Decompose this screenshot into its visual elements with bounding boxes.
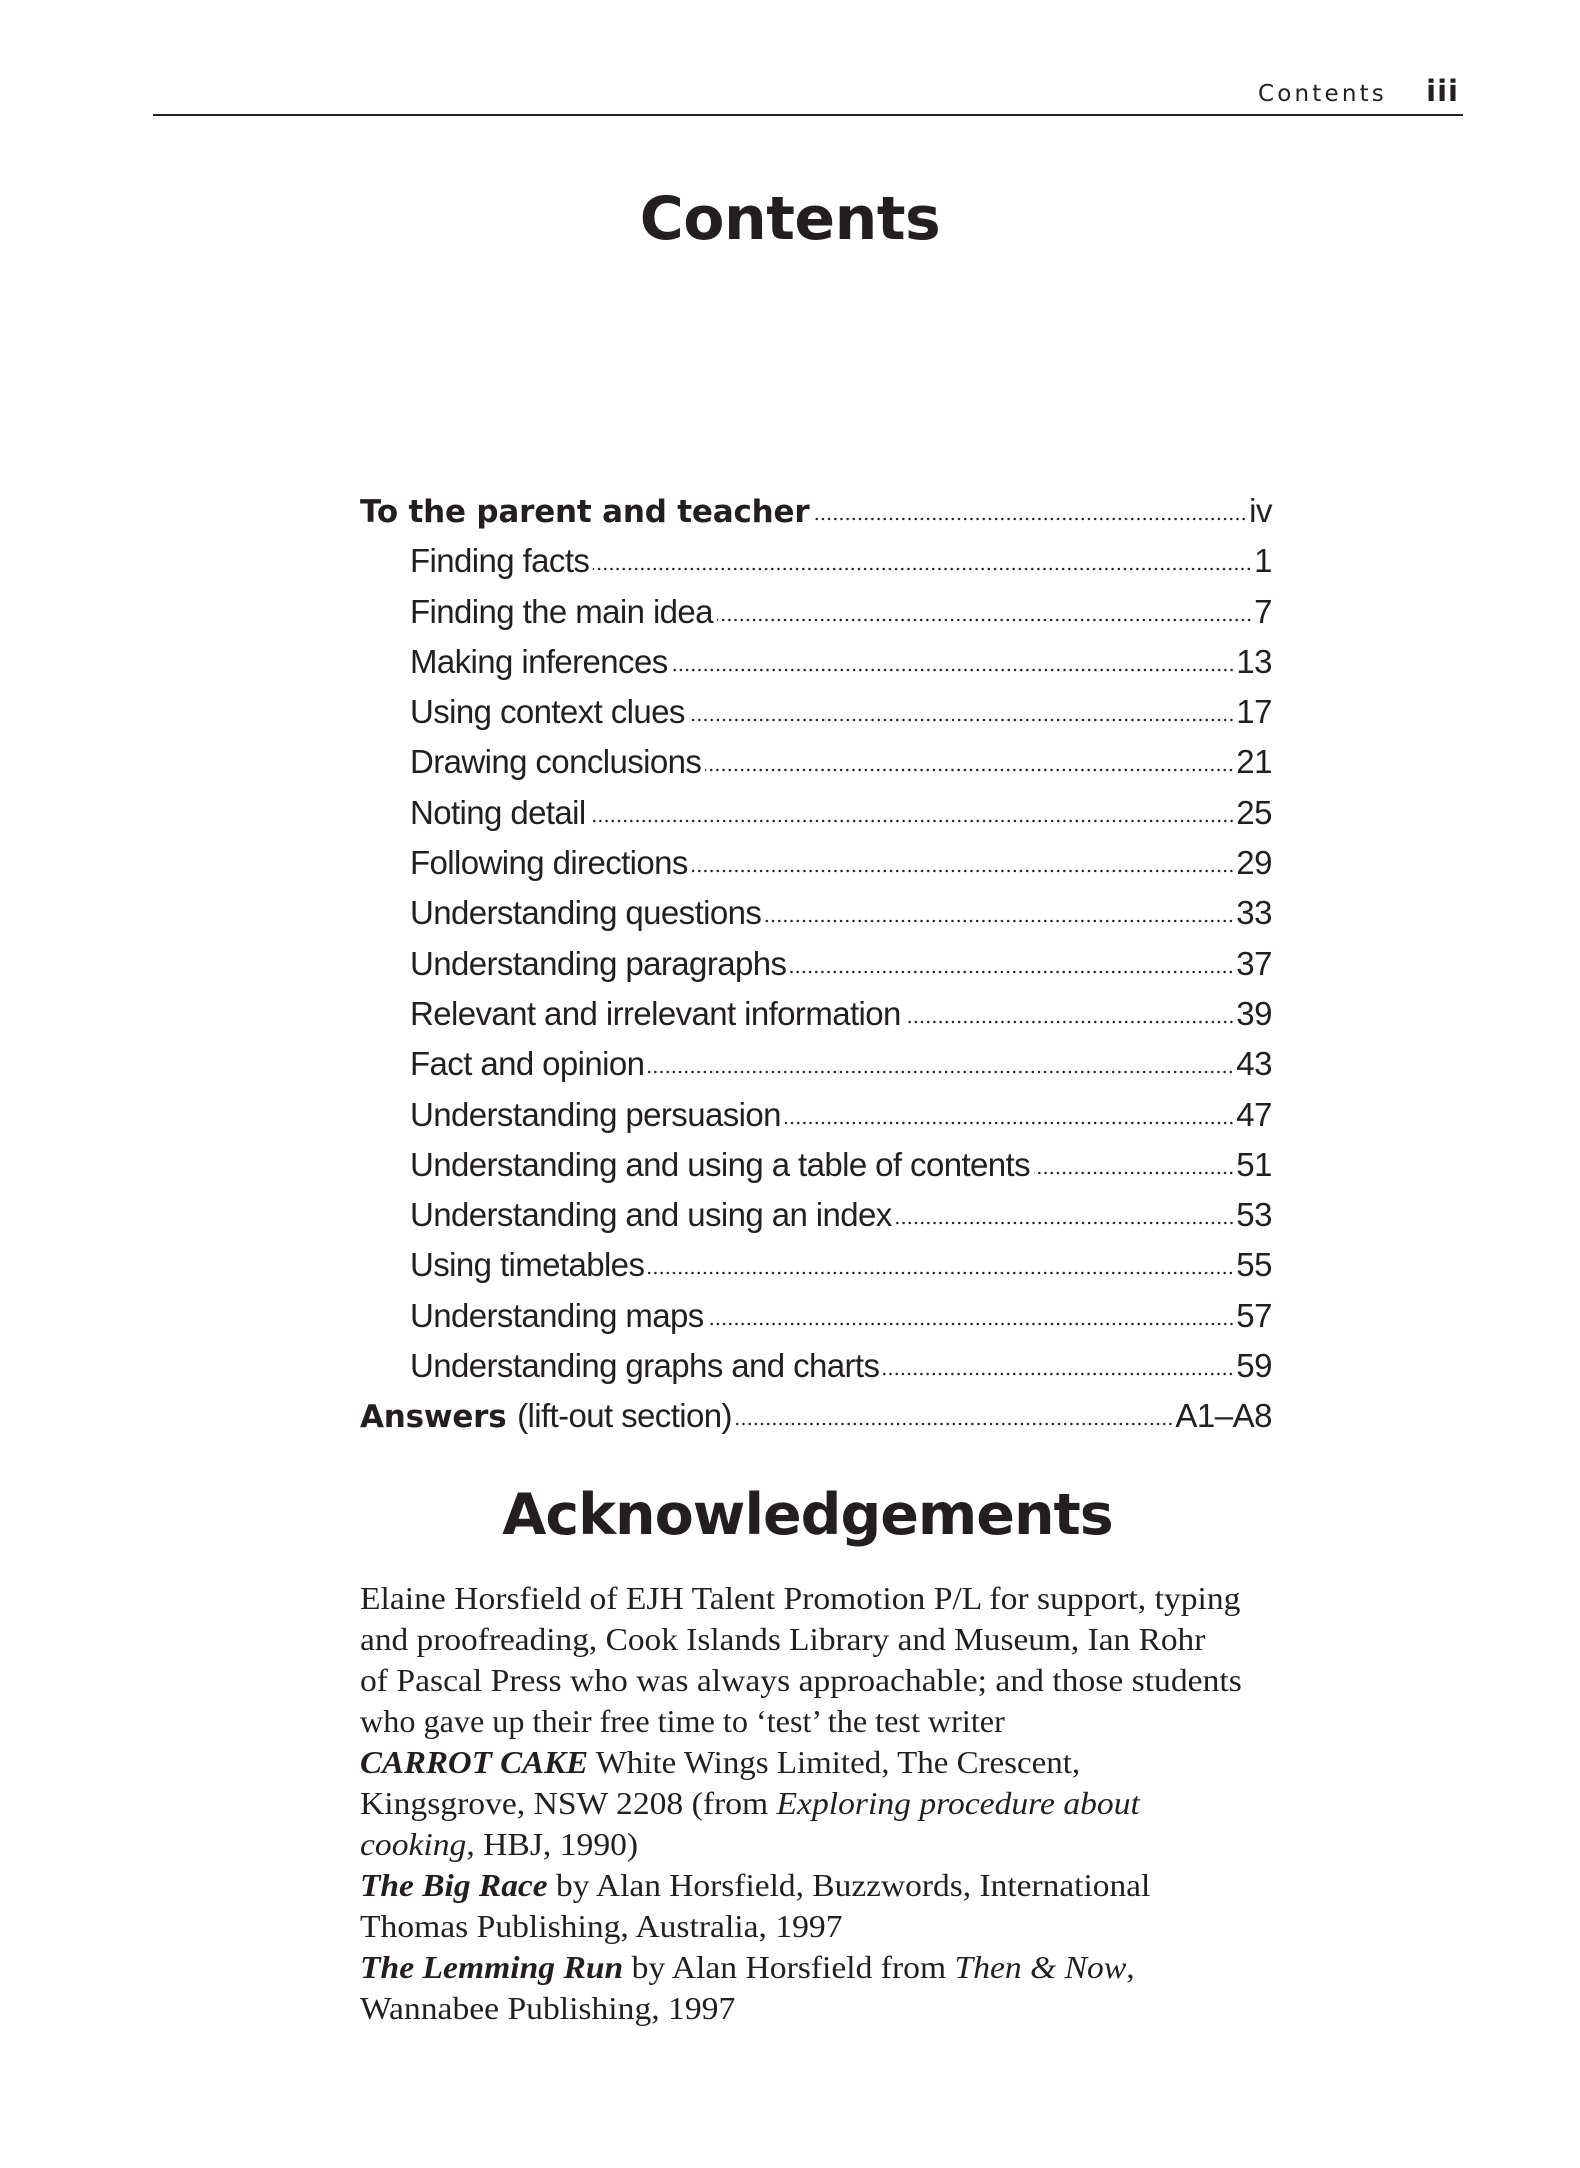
dot-leader <box>689 718 1235 722</box>
toc-label: Using context clues <box>410 693 685 731</box>
toc-row[interactable] <box>360 992 1272 1042</box>
text-run: Wannabee Publishing, 1997 <box>360 1990 736 2026</box>
toc-row[interactable] <box>360 1143 1272 1193</box>
title-run: The Lemming Run <box>360 1949 624 1985</box>
toc-row[interactable] <box>360 1243 1272 1293</box>
toc-row[interactable] <box>360 740 1272 790</box>
toc-label: Drawing conclusions <box>410 743 702 781</box>
toc-label: Making inferences <box>410 642 668 680</box>
dot-leader <box>705 768 1234 772</box>
toc-page-number: 7 <box>1254 592 1272 630</box>
table-of-contents <box>360 489 1272 1445</box>
text-run: Kingsgrove, NSW 2208 (from <box>360 1785 777 1821</box>
toc-label: Understanding questions <box>410 894 762 932</box>
dot-leader <box>1034 1171 1234 1175</box>
text-run: Thomas Publishing, Australia, 1997 <box>360 1908 843 1944</box>
acknowledgement-line <box>360 1988 1326 2029</box>
toc-page-number: 39 <box>1236 994 1272 1032</box>
toc-page-number: 43 <box>1236 1045 1272 1083</box>
toc-page-number: 53 <box>1236 1196 1272 1234</box>
toc-page-number: 21 <box>1236 743 1272 781</box>
toc-page-number: 33 <box>1236 894 1272 932</box>
toc-row[interactable] <box>360 1042 1272 1092</box>
toc-label: Fact and opinion <box>410 1045 645 1083</box>
title-run: CARROT CAKE <box>360 1744 589 1780</box>
toc-label: To the parent and teacher <box>360 494 810 530</box>
toc-label <box>360 1394 732 1439</box>
text-run: who gave up their free time to ‘test’ the test writer <box>360 1703 1005 1739</box>
italic-run: Exploring procedure about <box>776 1785 1140 1821</box>
toc-row[interactable] <box>360 1344 1272 1394</box>
acknowledgements-title: Acknowledgements <box>502 1482 1113 1548</box>
answers-label: Answers <box>360 1399 507 1436</box>
toc-label: Using timetables <box>410 1246 645 1284</box>
text-run: White Wings Limited, The Crescent, <box>588 1744 1081 1780</box>
toc-row[interactable] <box>360 539 1272 589</box>
acknowledgement-line <box>360 1947 1326 1988</box>
toc-entries <box>360 539 1272 1394</box>
toc-page-number: 25 <box>1236 793 1272 831</box>
acknowledgement-line <box>360 1906 1326 1947</box>
text-run: by Alan Horsfield, Buzzwords, International <box>547 1867 1151 1903</box>
toc-page-number: 55 <box>1236 1246 1272 1284</box>
dot-leader <box>717 618 1252 622</box>
toc-label: Understanding graphs and charts <box>410 1347 880 1385</box>
text-run: , <box>1126 1949 1135 1985</box>
dot-leader <box>672 668 1235 672</box>
toc-row-main[interactable] <box>360 489 1272 539</box>
toc-label: Finding the main idea <box>410 592 713 630</box>
dot-leader <box>785 1121 1234 1125</box>
dot-leader <box>648 1271 1234 1275</box>
toc-page-number: 1 <box>1254 542 1272 580</box>
dot-leader <box>593 567 1252 571</box>
text-run: of Pascal Press who was always approachable; and those students <box>360 1662 1242 1698</box>
acknowledgements-body <box>360 1578 1280 2029</box>
toc-page-number: 13 <box>1236 642 1272 680</box>
toc-row[interactable] <box>360 1093 1272 1143</box>
italic-run: Then & Now <box>954 1949 1127 1985</box>
dot-leader <box>790 970 1234 974</box>
toc-page-number: 47 <box>1236 1095 1272 1133</box>
toc-page-number: 57 <box>1236 1296 1272 1334</box>
running-head-section: Contents <box>1257 81 1387 107</box>
toc-label: Following directions <box>410 844 688 882</box>
acknowledgement-line <box>360 1660 1326 1701</box>
dot-leader <box>765 919 1234 923</box>
toc-page-number: iv <box>1249 492 1272 529</box>
acknowledgement-line <box>360 1824 1326 1865</box>
toc-label: Finding facts <box>410 542 590 580</box>
page-number: iii <box>1426 74 1459 108</box>
dot-leader <box>813 517 1247 521</box>
title-run: The Big Race <box>360 1867 548 1903</box>
dot-leader <box>590 819 1235 823</box>
toc-page-number: A1–A8 <box>1175 1397 1272 1435</box>
toc-label: Understanding and using a table of contents <box>410 1145 1030 1183</box>
toc-label: Understanding and using an index <box>410 1196 892 1234</box>
toc-page-number: 51 <box>1236 1145 1272 1183</box>
dot-leader <box>736 1422 1174 1426</box>
toc-row[interactable] <box>360 1294 1272 1344</box>
acknowledgement-line <box>360 1742 1308 1783</box>
text-run: by Alan Horsfield from <box>623 1949 955 1985</box>
italic-run: cooking <box>360 1826 467 1862</box>
dot-leader <box>692 869 1234 873</box>
toc-page-number: 29 <box>1236 844 1272 882</box>
dot-leader <box>896 1221 1235 1225</box>
text-run: , HBJ, 1990) <box>466 1826 639 1862</box>
toc-row[interactable] <box>360 891 1272 941</box>
text-run: Elaine Horsfield of EJH Talent Promotion P/L for support, typing <box>360 1580 1241 1616</box>
dot-leader <box>648 1070 1234 1074</box>
dot-leader <box>708 1322 1235 1326</box>
text-run: and proofreading, Cook Islands Library and Museum, Ian Rohr <box>360 1621 1206 1657</box>
page-title: Contents <box>639 184 941 254</box>
acknowledgement-line <box>360 1783 1326 1824</box>
toc-row[interactable] <box>360 690 1272 740</box>
toc-row-answers[interactable] <box>360 1394 1272 1444</box>
running-head <box>153 70 1463 116</box>
toc-page-number: 37 <box>1236 944 1272 982</box>
toc-row[interactable] <box>360 791 1272 841</box>
acknowledgement-line <box>360 1619 1320 1660</box>
answers-note: (lift-out section) <box>517 1397 732 1435</box>
toc-label: Understanding persuasion <box>410 1095 781 1133</box>
toc-label: Noting detail <box>410 793 586 831</box>
acknowledgement-line <box>360 1578 1326 1619</box>
toc-row[interactable] <box>360 841 1272 891</box>
toc-label: Understanding maps <box>410 1296 704 1334</box>
acknowledgement-line <box>360 1701 1286 1742</box>
acknowledgement-line <box>360 1865 1321 1906</box>
toc-page-number: 17 <box>1236 693 1272 731</box>
toc-page-number: 59 <box>1236 1347 1272 1385</box>
toc-label: Understanding paragraphs <box>410 944 787 982</box>
toc-row[interactable] <box>360 1193 1272 1243</box>
dot-leader <box>883 1372 1234 1376</box>
toc-row[interactable] <box>360 942 1272 992</box>
toc-label: Relevant and irrelevant information <box>410 994 901 1032</box>
dot-leader <box>905 1020 1235 1024</box>
toc-row[interactable] <box>360 640 1272 690</box>
toc-row[interactable] <box>360 590 1272 640</box>
